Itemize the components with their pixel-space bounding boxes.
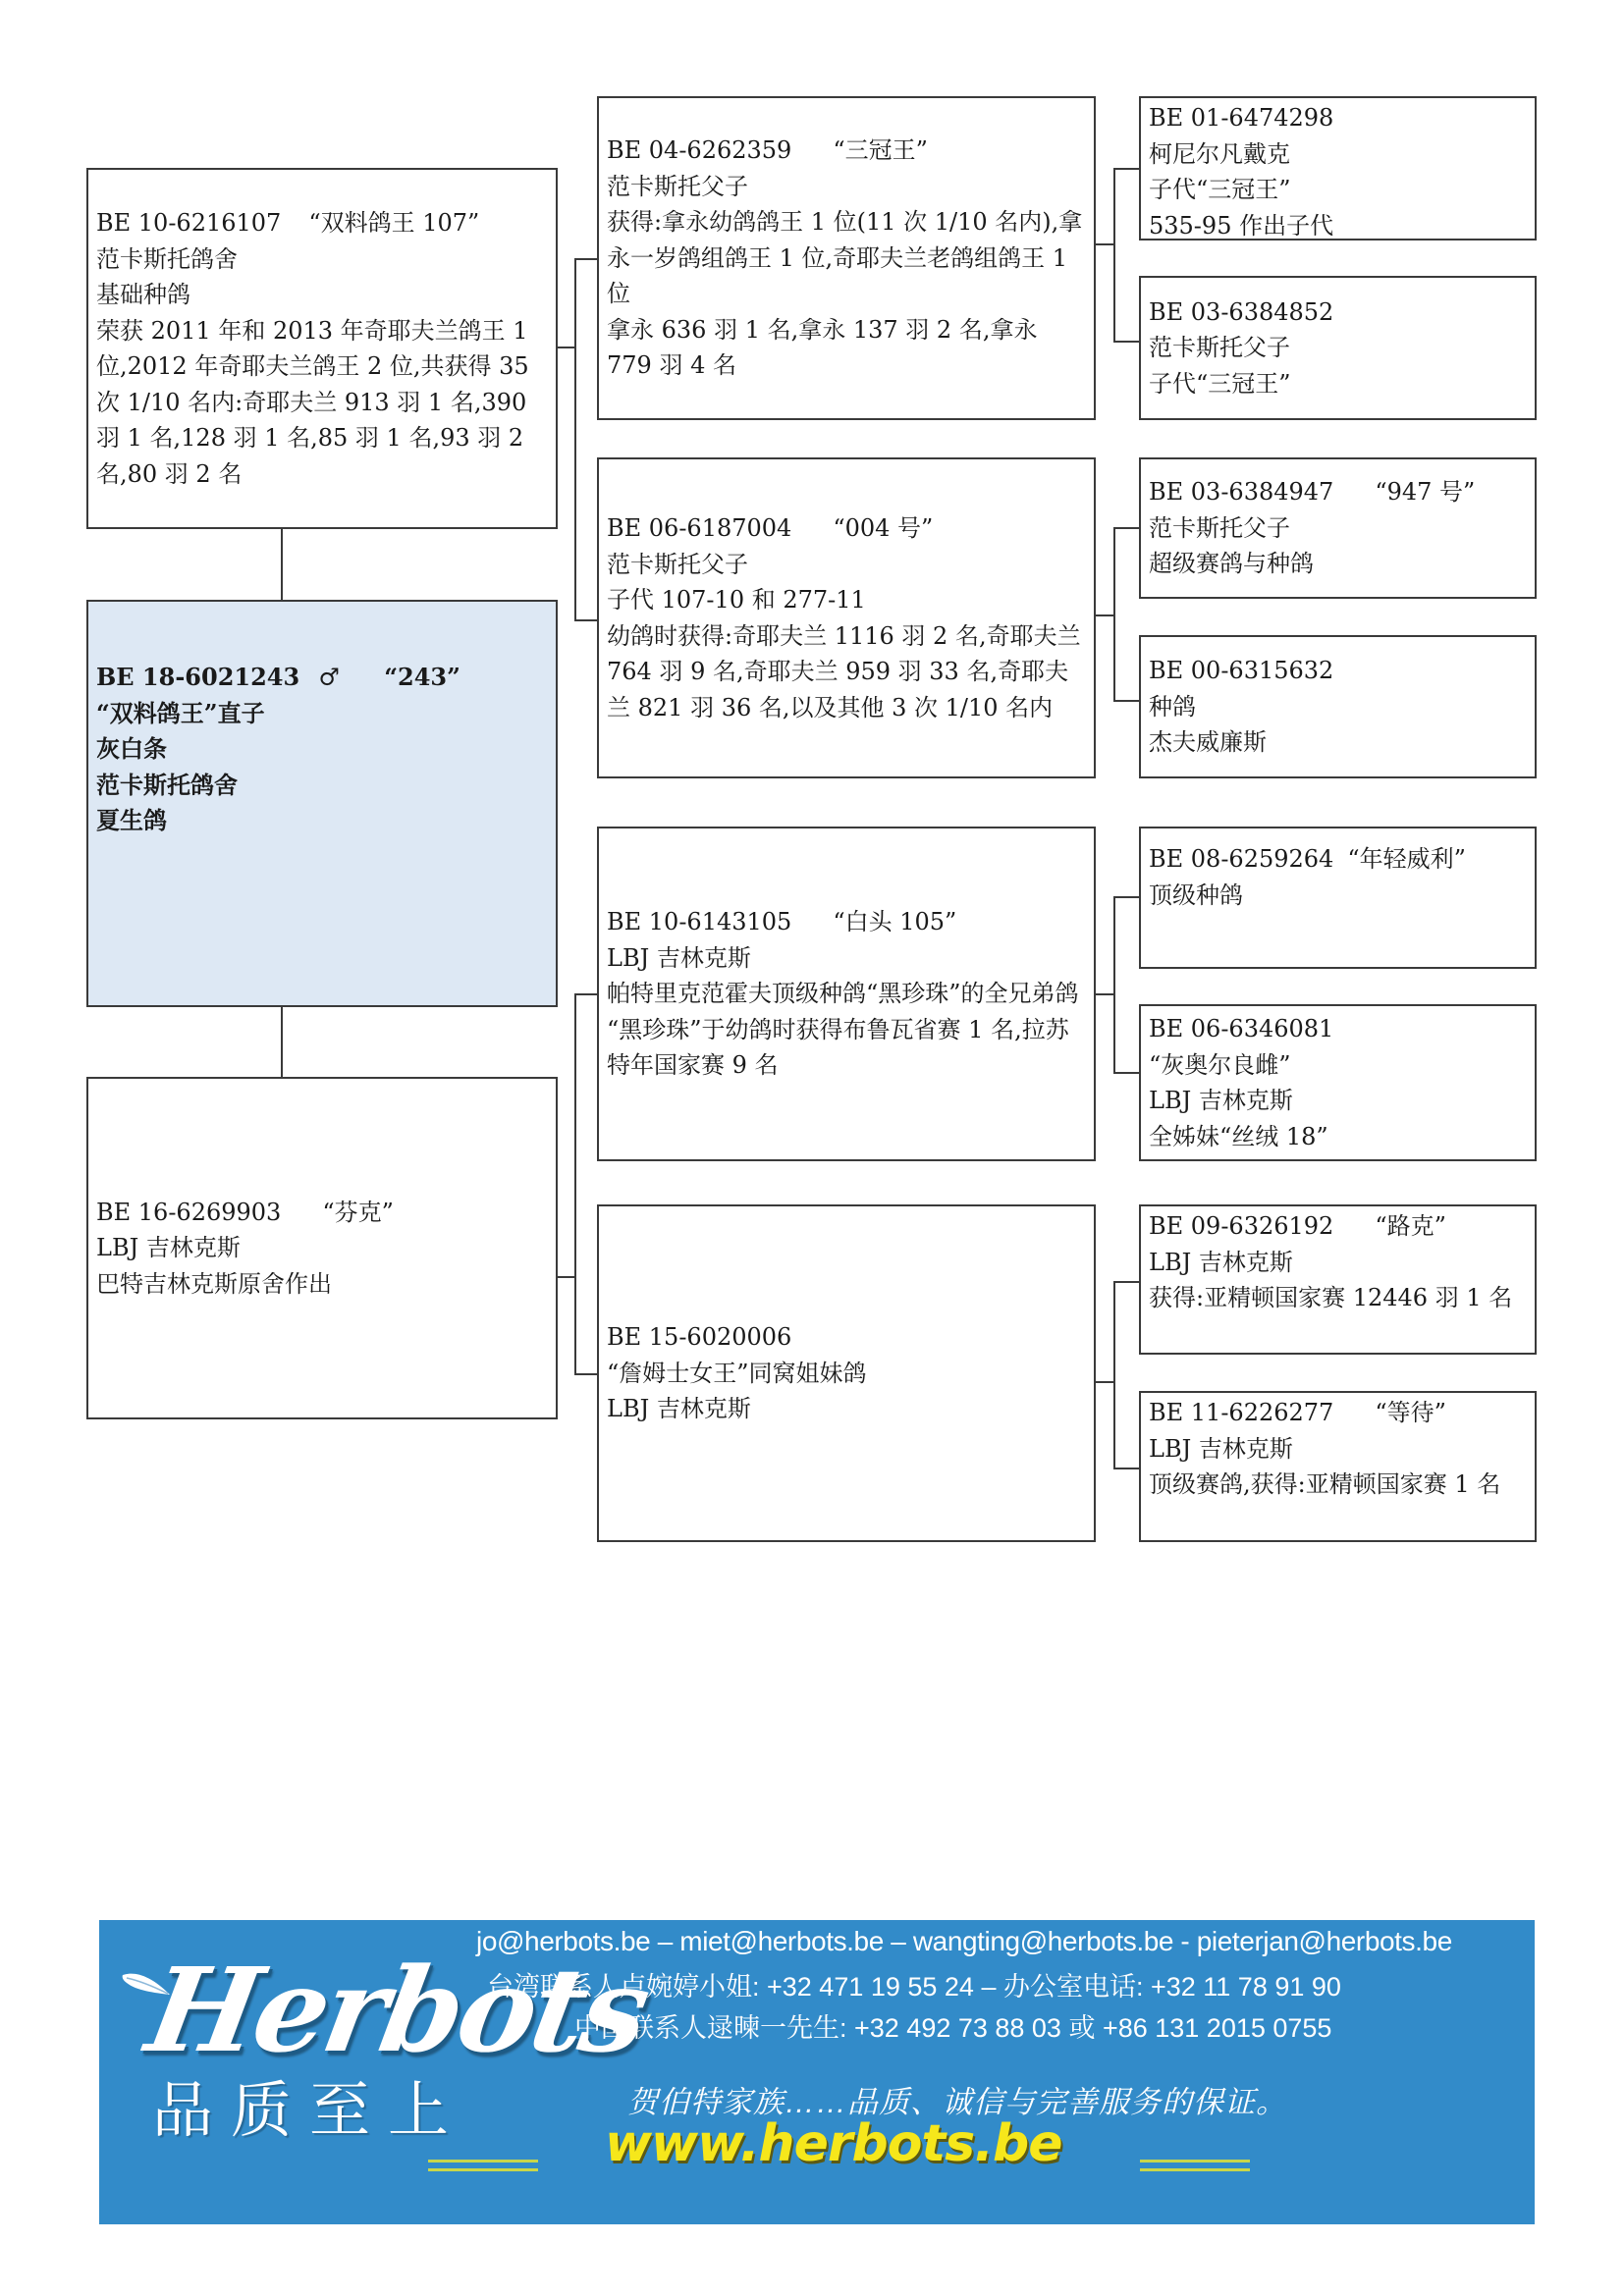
lineage-note: “双料鸽王”直子 bbox=[96, 698, 265, 727]
sire-header bbox=[96, 205, 548, 241]
taiwan-contact: 台湾联系人卢婉婷小姐: +32 471 19 55 24 – 办公室电话: +32 11 78 91 90 bbox=[487, 1972, 1341, 2002]
great-grandparent-card bbox=[1139, 635, 1537, 778]
connector-line bbox=[558, 347, 575, 348]
ring-number: BE 18-6021243 bbox=[96, 663, 300, 692]
offspring-note: 子代“三冠王” bbox=[1149, 176, 1291, 203]
breeder: 范卡斯托父子 bbox=[607, 172, 748, 200]
card-header bbox=[1149, 1208, 1527, 1245]
connector-line bbox=[574, 1373, 597, 1375]
granddam-maternal-card bbox=[597, 1204, 1096, 1542]
results: 幼鸽时获得:奇耶夫兰 1116 羽 2 名,奇耶夫兰 764 羽 9 名,奇耶夫兰 959 羽 33 名,奇耶夫兰 821 羽 36 名,以及其他 3 次 1/10 名内 bbox=[607, 621, 1081, 721]
email-contacts[interactable]: jo@herbots.be – miet@herbots.be – wangting@herbots.be - pieterjan@herbots.be bbox=[476, 1926, 1452, 1956]
pigeon-name: “芬克” bbox=[322, 1198, 394, 1226]
pedigree-note: 帕特里克范霍夫顶级种鸽“黑珍珠”的全兄弟鸽 bbox=[607, 980, 1079, 1008]
great-grandparent-card bbox=[1139, 96, 1537, 240]
subject-card bbox=[86, 600, 558, 1007]
connector-line bbox=[1113, 700, 1139, 702]
ring-number: BE 04-6262359 bbox=[607, 136, 792, 165]
achievements: 荣获 2011 年和 2013 年奇耶夫兰鸽王 1 位,2012 年奇耶夫兰鸽王 2 位,共获得 35 次 1/10 名内:奇耶夫兰 913 羽 1 名,390 羽 1 名,128 羽 1 名,85 羽 1 名,93 羽 2 名,80 羽 2 名 bbox=[96, 316, 529, 488]
breeder: 范卡斯托父子 bbox=[607, 550, 748, 578]
results: 拿永 636 羽 1 名,拿永 137 羽 2 名,拿永 779 羽 4 名 bbox=[607, 315, 1038, 380]
connector-line bbox=[574, 258, 576, 621]
connector-line bbox=[1096, 1381, 1114, 1383]
connector-line bbox=[574, 993, 576, 1375]
offspring-note: 子代 107-10 和 277-11 bbox=[607, 586, 866, 614]
breeder: 范卡斯托鸽舍 bbox=[96, 244, 238, 273]
great-grandparent-card bbox=[1139, 1204, 1537, 1355]
offspring-note: 子代“三冠王” bbox=[1149, 369, 1291, 398]
pigeon-note: 种鸽 bbox=[1149, 692, 1196, 721]
great-grandparent-card bbox=[1139, 1391, 1537, 1542]
ring-number: BE 06-6346081 bbox=[1149, 1015, 1334, 1042]
dam-header bbox=[96, 1195, 548, 1231]
ring-number: BE 00-6315632 bbox=[1149, 657, 1334, 685]
website-link[interactable]: www.herbots.be bbox=[605, 2114, 1062, 2173]
ring-number: BE 06-6187004 bbox=[607, 514, 792, 542]
connector-line bbox=[1113, 168, 1139, 170]
connector-line bbox=[574, 619, 597, 621]
sire-card bbox=[86, 168, 558, 529]
breeder: LBJ 吉林克斯 bbox=[1149, 1087, 1293, 1114]
slogan: 品质至上 bbox=[152, 2074, 467, 2146]
breeder: 范卡斯托父子 bbox=[1149, 334, 1290, 362]
connector-line bbox=[1113, 1072, 1139, 1074]
offspring-note: 535-95 作出子代 bbox=[1149, 211, 1334, 240]
pedigree-note: “詹姆士女王”同窝姐妹鸽 bbox=[607, 1359, 867, 1387]
breeder: 范卡斯托鸽舍 bbox=[96, 770, 238, 799]
connector-line bbox=[1113, 341, 1139, 343]
connector-line bbox=[1096, 243, 1114, 245]
pigeon-name: “双料鸽王 107” bbox=[308, 209, 480, 237]
breeder: LBJ 吉林克斯 bbox=[1149, 1248, 1293, 1276]
sibling-note: 全姊妹“丝绒 18” bbox=[1149, 1122, 1328, 1150]
decorative-rule bbox=[1140, 2160, 1250, 2171]
breeder: LBJ 吉林克斯 bbox=[607, 943, 751, 972]
connector-line bbox=[1113, 527, 1115, 702]
subject-header bbox=[96, 660, 548, 696]
decorative-rule bbox=[428, 2160, 538, 2171]
hatch-season: 夏生鸽 bbox=[96, 806, 167, 835]
connector-line bbox=[1113, 896, 1115, 1074]
card-header bbox=[1149, 1395, 1527, 1431]
ring-number: BE 10-6143105 bbox=[607, 908, 792, 936]
results: 顶级赛鸽,获得:亚精顿国家赛 1 名 bbox=[1149, 1470, 1501, 1498]
great-grandparent-card bbox=[1139, 827, 1537, 969]
great-grandparent-card bbox=[1139, 457, 1537, 599]
great-grandparent-card bbox=[1139, 276, 1537, 420]
footer-banner bbox=[99, 1920, 1535, 2224]
company-motto: 贺伯特家族……品质、诚信与完善服务的保证。 bbox=[627, 2085, 1287, 2119]
pigeon-name: “等待” bbox=[1375, 1399, 1446, 1426]
dam-card bbox=[86, 1077, 558, 1419]
connector-line bbox=[1113, 896, 1139, 898]
ring-number: BE 15-6020006 bbox=[607, 1323, 792, 1352]
china-contact: 中国联系人逯暕一先生: +32 492 73 88 03 或 +86 131 2015 0755 bbox=[574, 2013, 1332, 2043]
grandsire-maternal-card bbox=[597, 827, 1096, 1161]
ring-number: BE 16-6269903 bbox=[96, 1198, 282, 1226]
connector-line bbox=[1113, 1281, 1115, 1469]
ring-number: BE 03-6384947 bbox=[1149, 478, 1334, 507]
ring-number: BE 09-6326192 bbox=[1149, 1212, 1334, 1240]
connector-line bbox=[281, 1007, 283, 1077]
card-header bbox=[607, 510, 1086, 547]
card-header bbox=[1149, 841, 1527, 878]
pigeon-name: “年轻威利” bbox=[1347, 845, 1466, 873]
card-header bbox=[607, 133, 1086, 169]
pigeon-name: “947 号” bbox=[1375, 478, 1476, 507]
card-header bbox=[1149, 474, 1527, 510]
ring-number: BE 11-6226277 bbox=[1149, 1399, 1334, 1426]
breeder: LBJ 吉林克斯 bbox=[607, 1395, 751, 1423]
granddam-paternal-card bbox=[597, 457, 1096, 778]
ring-number: BE 08-6259264 bbox=[1149, 845, 1334, 873]
results: 获得:亚精顿国家赛 12446 羽 1 名 bbox=[1149, 1284, 1513, 1311]
male-symbol-icon: ♂ bbox=[318, 664, 340, 692]
ring-number: BE 03-6384852 bbox=[1149, 297, 1334, 326]
pigeon-note: 顶级种鸽 bbox=[1149, 881, 1243, 909]
connector-line bbox=[1113, 168, 1115, 343]
breeder: LBJ 吉林克斯 bbox=[96, 1234, 241, 1262]
pigeon-name: “243” bbox=[384, 663, 460, 692]
herbots-logo: Herbots bbox=[137, 1942, 657, 2078]
results: “黑珍珠”于幼鸽时获得布鲁瓦省赛 1 名,拉苏特年国家赛 9 名 bbox=[607, 1015, 1069, 1080]
pigeon-name: “三冠王” bbox=[833, 136, 928, 165]
connector-line bbox=[1096, 993, 1114, 995]
color: 灰白条 bbox=[96, 734, 167, 764]
breeder: 范卡斯托父子 bbox=[1149, 513, 1290, 542]
card-header bbox=[607, 904, 1086, 940]
ring-number: BE 01-6474298 bbox=[1149, 104, 1334, 132]
pigeon-name: “灰奥尔良雌” bbox=[1149, 1050, 1291, 1079]
breeder: 柯尼尔凡戴克 bbox=[1149, 139, 1290, 168]
breeder: 杰夫威廉斯 bbox=[1149, 728, 1267, 757]
pigeon-note: 巴特吉林克斯原舍作出 bbox=[96, 1269, 332, 1298]
connector-line bbox=[1113, 1468, 1139, 1469]
connector-line bbox=[281, 529, 283, 600]
connector-line bbox=[1113, 527, 1139, 529]
pigeon-name: “路克” bbox=[1375, 1212, 1446, 1240]
connector-line bbox=[574, 993, 597, 995]
grandsire-paternal-card bbox=[597, 96, 1096, 420]
pigeon-name: “白头 105” bbox=[833, 908, 957, 936]
connector-line bbox=[1113, 1281, 1139, 1283]
ring-number: BE 10-6216107 bbox=[96, 209, 282, 237]
achievements: 获得:拿永幼鸽鸽王 1 位(11 次 1/10 名内),拿永一岁鸽组鸽王 1 位,奇耶夫兰老鸽组鸽王 1 位 bbox=[607, 208, 1083, 308]
great-grandparent-card bbox=[1139, 1004, 1537, 1161]
pigeon-note: 超级赛鸽与种鸽 bbox=[1149, 550, 1314, 578]
pigeon-note: 基础种鸽 bbox=[96, 281, 190, 308]
connector-line bbox=[574, 258, 597, 260]
pigeon-name: “004 号” bbox=[833, 514, 934, 542]
breeder: LBJ 吉林克斯 bbox=[1149, 1434, 1293, 1463]
connector-line bbox=[1096, 614, 1114, 616]
connector-line bbox=[558, 1276, 575, 1278]
